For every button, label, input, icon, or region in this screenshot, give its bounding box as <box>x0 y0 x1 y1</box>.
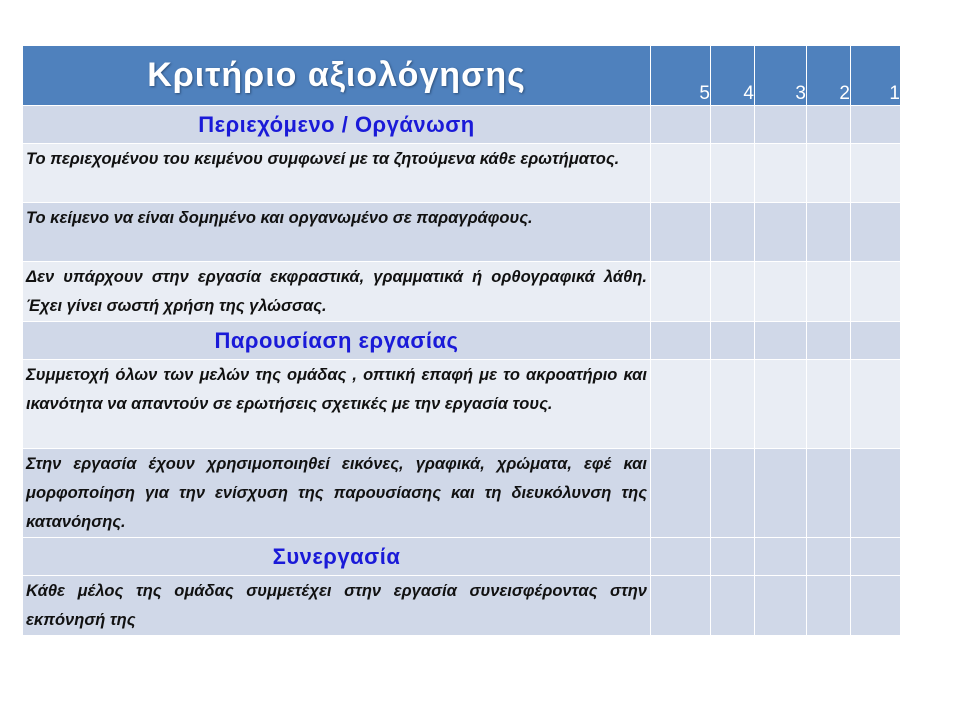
score-cell[interactable] <box>711 322 755 360</box>
rubric-title: Κριτήριο αξιολόγησης <box>23 46 651 106</box>
score-cell[interactable] <box>651 203 711 262</box>
score-cell[interactable] <box>711 106 755 144</box>
assessment-rubric-table <box>22 45 901 636</box>
criterion-text: Το περιεχομένου του κειμένου συμφωνεί με τα ζητούμενα κάθε ερωτήματος. <box>23 144 651 203</box>
header-row <box>23 46 901 106</box>
section-title-cooperation: Συνεργασία <box>23 538 651 576</box>
criterion-text: Κάθε μέλος της ομάδας συμμετέχει στην εργασία συνεισφέροντας στην εκπόνησή της <box>23 576 651 636</box>
score-cell[interactable] <box>711 360 755 449</box>
score-cell[interactable] <box>755 576 807 636</box>
criterion-row <box>23 144 901 203</box>
score-header-4: 4 <box>711 46 755 106</box>
score-cell[interactable] <box>651 144 711 203</box>
score-cell[interactable] <box>651 449 711 538</box>
score-cell[interactable] <box>755 322 807 360</box>
criterion-row <box>23 262 901 322</box>
score-cell[interactable] <box>755 538 807 576</box>
score-cell[interactable] <box>651 538 711 576</box>
score-cell[interactable] <box>807 144 851 203</box>
score-cell[interactable] <box>755 106 807 144</box>
criterion-text: Το κείμενο να είναι δομημένο και οργανωμένο σε παραγράφους. <box>23 203 651 262</box>
score-cell[interactable] <box>755 449 807 538</box>
score-cell[interactable] <box>755 203 807 262</box>
score-cell[interactable] <box>851 538 901 576</box>
criterion-text: Συμμετοχή όλων των μελών της ομάδας , οπτική επαφή με το ακροατήριο και ικανότητα να απαντούν σε ερωτήσεις σχετικές με την εργασία τους. <box>23 360 651 449</box>
score-cell[interactable] <box>851 203 901 262</box>
score-cell[interactable] <box>711 449 755 538</box>
criterion-row <box>23 449 901 538</box>
score-cell[interactable] <box>807 449 851 538</box>
criterion-text: Στην εργασία έχουν χρησιμοποιηθεί εικόνες, γραφικά, χρώματα, εφέ και μορφοποίηση για την ενίσχυση της παρουσίασης και τη διευκόλυνση της κατανόησης. <box>23 449 651 538</box>
score-cell[interactable] <box>851 360 901 449</box>
score-cell[interactable] <box>851 106 901 144</box>
criterion-text: Δεν υπάρχουν στην εργασία εκφραστικά, γραμματικά ή ορθογραφικά λάθη. Έχει γίνει σωστή χρήση της γλώσσας. <box>23 262 651 322</box>
criterion-row <box>23 576 901 636</box>
score-header-1: 1 <box>851 46 901 106</box>
score-cell[interactable] <box>651 576 711 636</box>
section-title-presentation: Παρουσίαση εργασίας <box>23 322 651 360</box>
score-cell[interactable] <box>807 360 851 449</box>
score-cell[interactable] <box>807 538 851 576</box>
score-cell[interactable] <box>851 322 901 360</box>
score-cell[interactable] <box>807 576 851 636</box>
score-cell[interactable] <box>755 262 807 322</box>
score-cell[interactable] <box>851 576 901 636</box>
score-cell[interactable] <box>807 203 851 262</box>
score-cell[interactable] <box>807 262 851 322</box>
score-cell[interactable] <box>851 144 901 203</box>
score-cell[interactable] <box>807 106 851 144</box>
score-cell[interactable] <box>651 106 711 144</box>
score-cell[interactable] <box>651 322 711 360</box>
score-cell[interactable] <box>711 144 755 203</box>
score-header-2: 2 <box>807 46 851 106</box>
score-cell[interactable] <box>711 576 755 636</box>
section-row <box>23 106 901 144</box>
criterion-row <box>23 203 901 262</box>
score-cell[interactable] <box>711 203 755 262</box>
section-title-content: Περιεχόμενο / Οργάνωση <box>23 106 651 144</box>
score-cell[interactable] <box>711 538 755 576</box>
score-cell[interactable] <box>651 262 711 322</box>
score-cell[interactable] <box>755 144 807 203</box>
criterion-row <box>23 360 901 449</box>
score-cell[interactable] <box>755 360 807 449</box>
section-row <box>23 538 901 576</box>
score-header-5: 5 <box>651 46 711 106</box>
score-cell[interactable] <box>851 449 901 538</box>
section-row <box>23 322 901 360</box>
score-cell[interactable] <box>711 262 755 322</box>
score-cell[interactable] <box>651 360 711 449</box>
score-header-3: 3 <box>755 46 807 106</box>
score-cell[interactable] <box>807 322 851 360</box>
score-cell[interactable] <box>851 262 901 322</box>
